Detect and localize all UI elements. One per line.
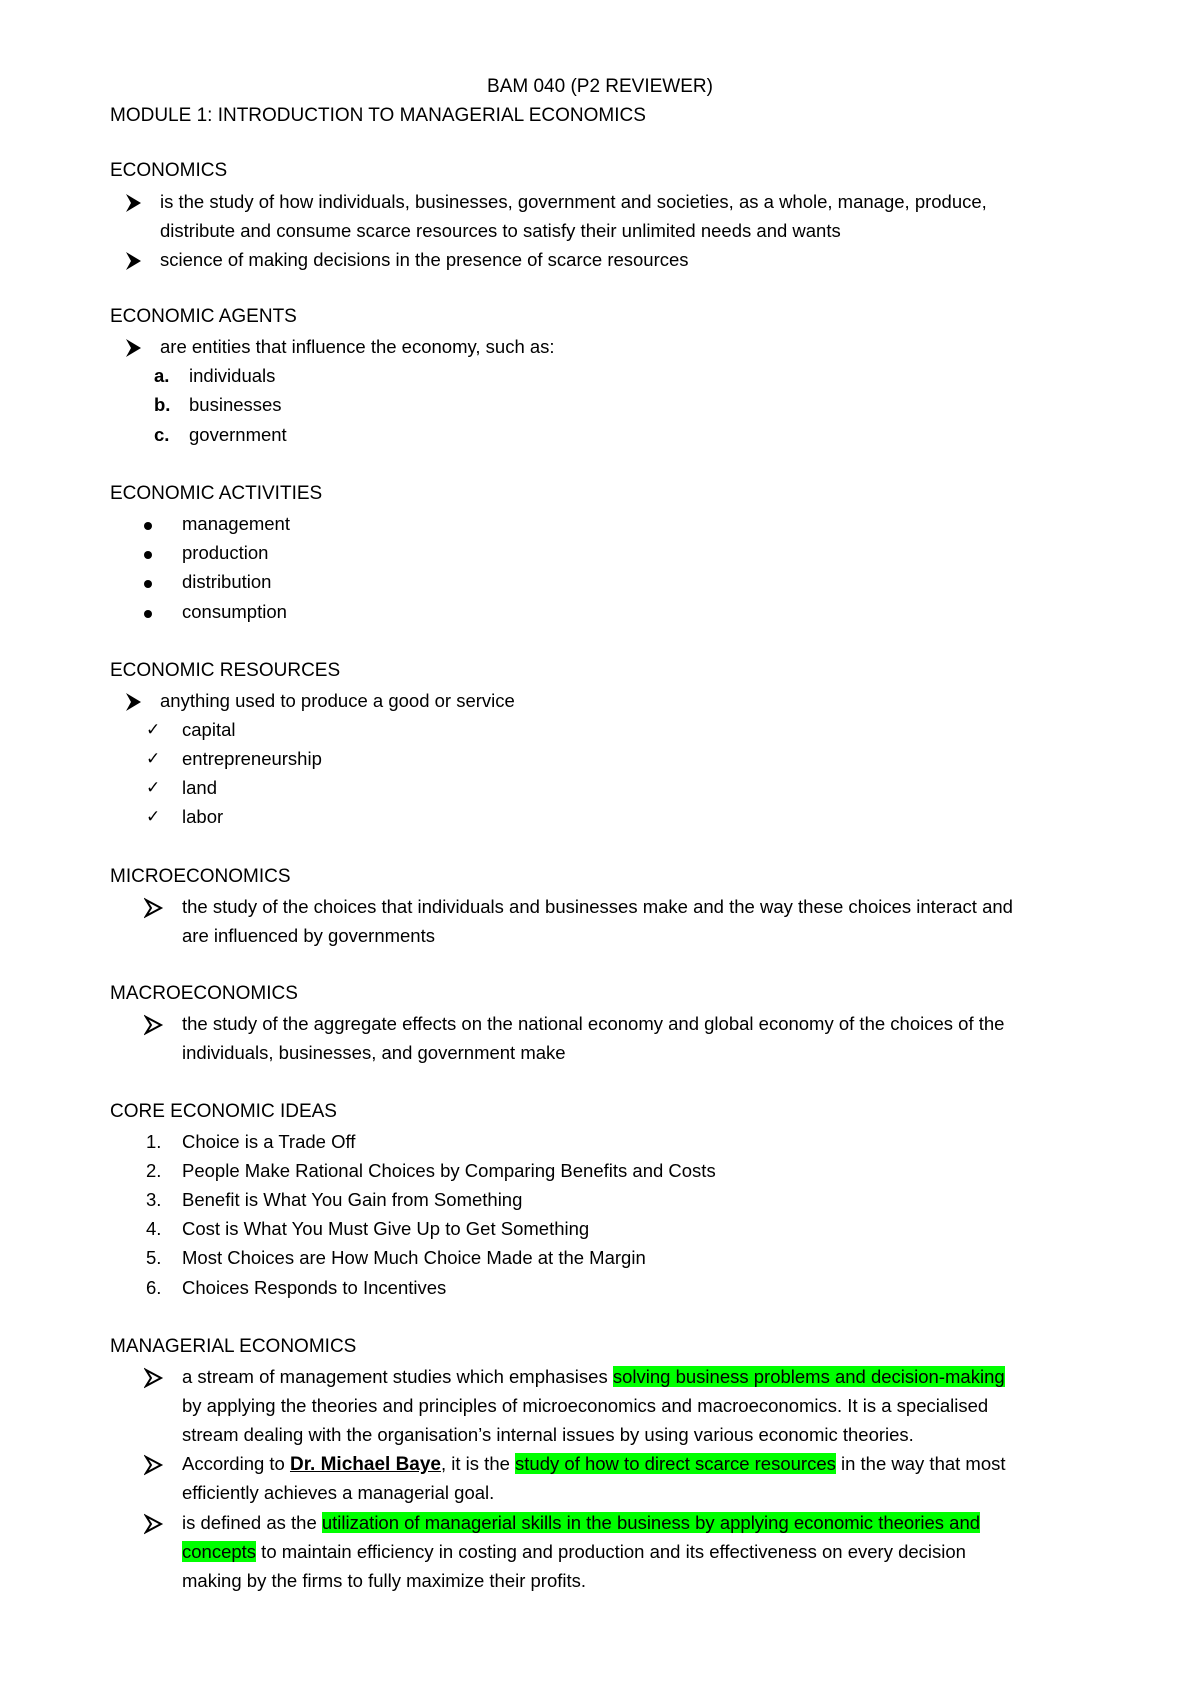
microeconomics-definition-line-2: are influenced by governments <box>182 925 435 946</box>
list-item: labor <box>182 806 224 827</box>
highlighted-text: utilization of managerial skills in the business by applying economic theories and <box>321 1512 981 1533</box>
list-item: distribution <box>182 571 272 592</box>
list-item: consumption <box>182 601 287 622</box>
checkmark-icon: ✓ <box>146 749 161 769</box>
macroeconomics-heading: MACROECONOMICS <box>110 983 298 1004</box>
managerial-definition-1-line-2: by applying the theories and principles of microeconomics and macroeconomics. It is a specialised <box>182 1395 989 1416</box>
checkmark-icon: ✓ <box>146 807 161 827</box>
managerial-definition-3-line-3: making by the firms to fully maximize their profits. <box>182 1570 587 1591</box>
list-number: 3. <box>146 1189 162 1210</box>
economic-activities-heading: ECONOMIC ACTIVITIES <box>110 483 323 504</box>
core-economic-ideas-heading: CORE ECONOMIC IDEAS <box>110 1101 337 1122</box>
list-item: land <box>182 777 217 798</box>
checkmark-icon: ✓ <box>146 778 161 798</box>
managerial-definition-2-line-1 <box>182 1449 1006 1480</box>
list-item: Choices Responds to Incentives <box>182 1277 447 1298</box>
highlighted-text: solving business problems and decision-making <box>612 1366 1005 1387</box>
economics-definition-2: science of making decisions in the presence of scarce resources <box>160 249 689 270</box>
list-letter: a. <box>154 365 170 386</box>
arrow-bullet-icon <box>124 336 144 360</box>
list-number: 5. <box>146 1247 162 1268</box>
dot-bullet-icon <box>144 551 152 559</box>
list-item: entrepreneurship <box>182 748 322 769</box>
dot-bullet-icon <box>144 580 152 588</box>
dot-bullet-icon <box>144 610 152 618</box>
managerial-definition-1-line-3: stream dealing with the organisation’s internal issues by using various economic theories. <box>182 1424 914 1445</box>
list-letter: b. <box>154 394 171 415</box>
dot-bullet-icon <box>144 522 152 530</box>
list-item: Most Choices are How Much Choice Made at the Margin <box>182 1247 646 1268</box>
arrow-bullet-icon <box>124 191 144 215</box>
economics-definition-line-1: is the study of how individuals, businesses, government and societies, as a whole, manage, produce, <box>160 191 987 212</box>
arrow-bullet-icon <box>124 690 144 714</box>
document-title: BAM 040 (P2 REVIEWER) <box>487 76 713 97</box>
microeconomics-definition-line-1: the study of the choices that individuals and businesses make and the way these choices interact and <box>182 896 1013 917</box>
microeconomics-heading: MICROECONOMICS <box>110 866 291 887</box>
highlighted-text: concepts <box>182 1541 257 1562</box>
outline-arrow-bullet-icon <box>144 1512 164 1536</box>
module-title: MODULE 1: INTRODUCTION TO MANAGERIAL ECONOMICS <box>110 105 646 126</box>
economic-resources-intro: anything used to produce a good or service <box>160 690 515 711</box>
list-letter: c. <box>154 424 170 445</box>
list-item: Cost is What You Must Give Up to Get Something <box>182 1218 590 1239</box>
economics-heading: ECONOMICS <box>110 160 228 181</box>
economic-resources-heading: ECONOMIC RESOURCES <box>110 660 341 681</box>
managerial-definition-2-line-2: efficiently achieves a managerial goal. <box>182 1482 495 1503</box>
author-name: Dr. Michael Baye <box>289 1454 442 1475</box>
economic-agents-heading: ECONOMIC AGENTS <box>110 306 297 327</box>
economics-definition-line-2: distribute and consume scarce resources to satisfy their unlimited needs and wants <box>160 220 841 241</box>
managerial-definition-1-line-1 <box>182 1362 1005 1392</box>
text-run: to maintain efficiency in costing and production and its effectiveness on every decision <box>256 1541 966 1562</box>
macroeconomics-definition-line-1: the study of the aggregate effects on the national economy and global economy of the choices of the <box>182 1013 1005 1034</box>
arrow-bullet-icon <box>124 249 144 273</box>
text-run: a stream of management studies which emphasises <box>182 1366 613 1387</box>
list-item: People Make Rational Choices by Comparing Benefits and Costs <box>182 1160 716 1181</box>
list-item: Benefit is What You Gain from Something <box>182 1189 523 1210</box>
outline-arrow-bullet-icon <box>144 896 164 920</box>
macroeconomics-definition-line-2: individuals, businesses, and government make <box>182 1042 566 1063</box>
managerial-definition-3-line-1 <box>182 1508 980 1538</box>
list-number: 2. <box>146 1160 162 1181</box>
list-number: 6. <box>146 1277 162 1298</box>
outline-arrow-bullet-icon <box>144 1453 164 1477</box>
list-item: production <box>182 542 269 563</box>
list-number: 4. <box>146 1218 162 1239</box>
managerial-economics-heading: MANAGERIAL ECONOMICS <box>110 1336 357 1357</box>
outline-arrow-bullet-icon <box>144 1013 164 1037</box>
list-item: businesses <box>189 394 282 415</box>
text-run: in the way that most <box>835 1453 1006 1474</box>
outline-arrow-bullet-icon <box>144 1366 164 1390</box>
text-run: is defined as the <box>182 1512 322 1533</box>
list-item: government <box>189 424 287 445</box>
list-item: individuals <box>189 365 276 386</box>
list-item: capital <box>182 719 236 740</box>
managerial-definition-3-line-2 <box>182 1537 966 1567</box>
checkmark-icon: ✓ <box>146 720 161 740</box>
list-item: Choice is a Trade Off <box>182 1131 356 1152</box>
economic-agents-intro: are entities that influence the economy, such as: <box>160 336 555 357</box>
list-item: management <box>182 513 290 534</box>
list-number: 1. <box>146 1131 162 1152</box>
text-run: According to <box>182 1453 290 1474</box>
text-run: , it is the <box>441 1453 516 1474</box>
highlighted-text: study of how to direct scarce resources <box>515 1453 836 1474</box>
